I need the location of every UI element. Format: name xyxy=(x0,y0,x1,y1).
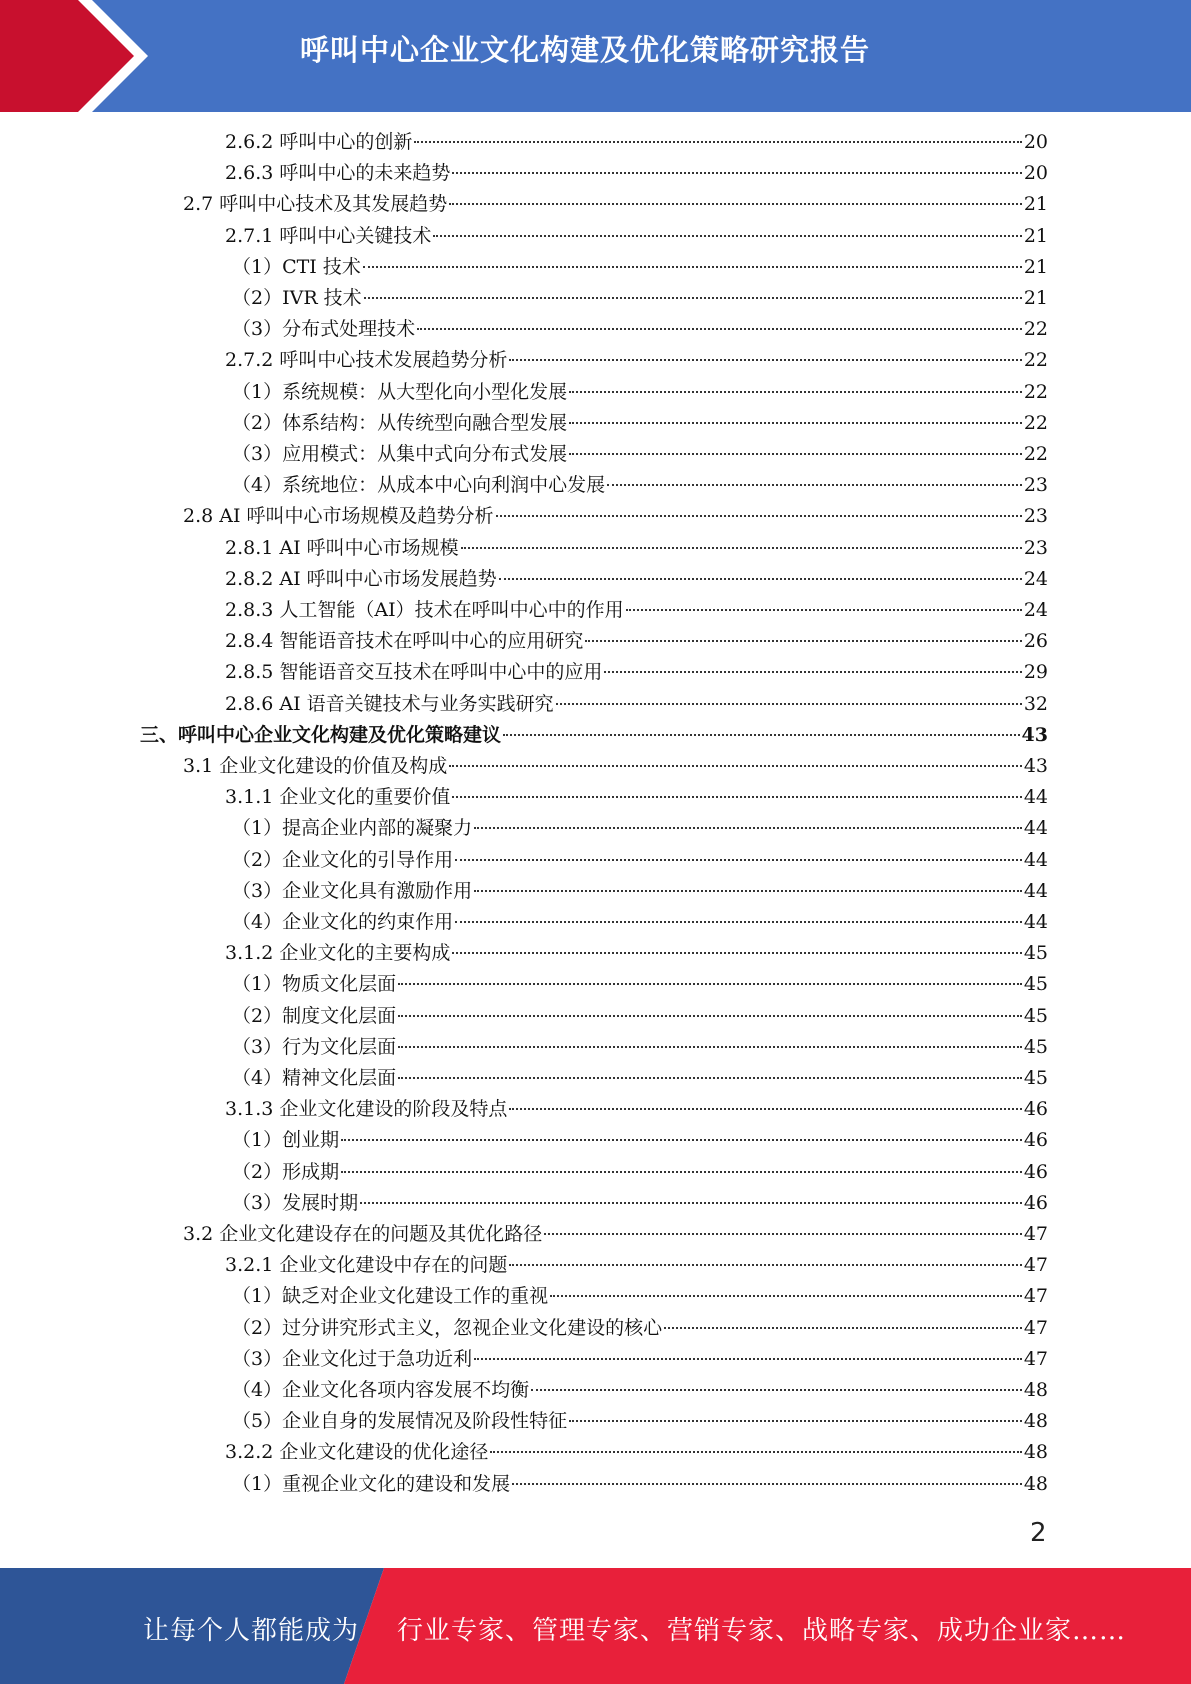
toc-entry-title: （3）分布式处理技术 xyxy=(232,318,416,340)
toc-dot-leader xyxy=(512,1483,1022,1485)
toc-entry-page: 23 xyxy=(1023,474,1048,496)
toc-entry-page: 44 xyxy=(1023,911,1048,933)
toc-entry-page: 45 xyxy=(1023,973,1048,995)
toc-entry-page: 32 xyxy=(1023,693,1048,715)
toc-dot-leader xyxy=(569,391,1022,393)
toc-entry[interactable] xyxy=(225,657,1048,688)
toc-entry-title: 3.1.1 企业文化的重要价值 xyxy=(225,786,451,808)
toc-entry-title: 3.1.2 企业文化的主要构成 xyxy=(225,942,451,964)
toc-dot-leader xyxy=(496,515,1022,517)
toc-dot-leader xyxy=(417,328,1022,330)
toc-entry-title: 2.6.3 呼叫中心的未来趋势 xyxy=(225,162,451,184)
toc-dot-leader xyxy=(398,1015,1022,1017)
toc-entry-page: 21 xyxy=(1023,225,1048,247)
toc-entry-page: 29 xyxy=(1023,661,1048,683)
toc-entry-page: 47 xyxy=(1023,1317,1048,1339)
toc-entry-page: 20 xyxy=(1023,131,1048,153)
toc-dot-leader xyxy=(585,640,1021,642)
toc-entry-page: 20 xyxy=(1023,162,1048,184)
toc-dot-leader xyxy=(604,671,1021,673)
toc-entry[interactable] xyxy=(232,470,1048,501)
toc-entry-title: （3）企业文化过于急功近利 xyxy=(232,1348,473,1370)
toc-dot-leader xyxy=(452,796,1021,798)
toc-dot-leader xyxy=(398,1077,1022,1079)
toc-entry-page: 22 xyxy=(1023,349,1048,371)
toc-entry[interactable] xyxy=(232,845,1048,876)
toc-entry[interactable] xyxy=(225,1437,1048,1468)
toc-entry-page: 48 xyxy=(1023,1410,1048,1432)
toc-dot-leader xyxy=(449,765,1022,767)
toc-entry-title: 3.1 企业文化建设的价值及构成 xyxy=(183,755,448,777)
report-title: 呼叫中心企业文化构建及优化策略研究报告 xyxy=(300,33,871,67)
toc-entry[interactable] xyxy=(232,1063,1048,1094)
toc-dot-leader xyxy=(433,235,1021,237)
toc-dot-leader xyxy=(414,141,1021,143)
toc-entry-page: 46 xyxy=(1023,1161,1048,1183)
toc-entry-page: 43 xyxy=(1023,755,1048,777)
toc-entry[interactable] xyxy=(232,907,1048,938)
toc-entry-page: 47 xyxy=(1023,1285,1048,1307)
toc-entry[interactable] xyxy=(225,221,1048,252)
toc-entry-title: 2.7 呼叫中心技术及其发展趋势 xyxy=(183,193,448,215)
toc-entry-page: 23 xyxy=(1023,505,1048,527)
toc-entry[interactable] xyxy=(232,1188,1048,1219)
toc-entry-page: 47 xyxy=(1023,1348,1048,1370)
toc-entry[interactable] xyxy=(232,314,1048,345)
toc-entry[interactable] xyxy=(232,252,1048,283)
toc-entry-page: 48 xyxy=(1023,1441,1048,1463)
toc-dot-leader xyxy=(531,1389,1022,1391)
toc-entry[interactable] xyxy=(225,626,1048,657)
toc-entry-page: 47 xyxy=(1023,1254,1048,1276)
toc-entry-title: 2.7.2 呼叫中心技术发展趋势分析 xyxy=(225,349,508,371)
toc-dot-leader xyxy=(474,1358,1022,1360)
toc-entry-title: （1）物质文化层面 xyxy=(232,973,397,995)
toc-dot-leader xyxy=(398,983,1022,985)
toc-dot-leader xyxy=(499,578,1022,580)
toc-dot-leader xyxy=(474,890,1022,892)
page-number: 2 xyxy=(1030,1518,1047,1548)
toc-dot-leader xyxy=(363,266,1022,268)
toc-entry[interactable] xyxy=(232,439,1048,470)
toc-dot-leader xyxy=(452,952,1021,954)
toc-entry-page: 21 xyxy=(1023,287,1048,309)
footer-slogan-right: 行业专家、管理专家、营销专家、战略专家、成功企业家…… xyxy=(397,1616,1127,1646)
toc-entry-title: 2.8 AI 呼叫中心市场规模及趋势分析 xyxy=(183,505,494,527)
toc-entry-page: 48 xyxy=(1023,1379,1048,1401)
toc-entry-title: （3）发展时期 xyxy=(232,1192,359,1214)
toc-dot-leader xyxy=(455,859,1022,861)
toc-entry[interactable] xyxy=(232,876,1048,907)
page-footer xyxy=(0,1568,1191,1684)
toc-entry[interactable] xyxy=(232,1344,1048,1375)
toc-entry-title: （2）体系结构：从传统型向融合型发展 xyxy=(232,412,568,434)
toc-dot-leader xyxy=(398,1046,1022,1048)
toc-entry-page: 24 xyxy=(1023,599,1048,621)
toc-entry[interactable] xyxy=(232,1313,1048,1344)
toc-entry-title: （2）形成期 xyxy=(232,1161,340,1183)
toc-entry[interactable] xyxy=(183,501,1048,532)
toc-entry-title: （2）制度文化层面 xyxy=(232,1005,397,1027)
toc-entry-title: （3）应用模式：从集中式向分布式发展 xyxy=(232,443,568,465)
toc-dot-leader xyxy=(461,547,1022,549)
toc-entry-title: 2.8.5 智能语音交互技术在呼叫中心中的应用 xyxy=(225,661,603,683)
toc-entry-page: 46 xyxy=(1023,1192,1048,1214)
toc-entry-title: 2.8.3 人工智能（AI）技术在呼叫中心中的作用 xyxy=(225,599,624,621)
toc-dot-leader xyxy=(569,453,1022,455)
toc-entry[interactable] xyxy=(232,1281,1048,1312)
toc-entry[interactable] xyxy=(183,751,1048,782)
toc-entry[interactable] xyxy=(183,189,1048,220)
toc-dot-leader xyxy=(360,1202,1022,1204)
toc-entry-title: （1）缺乏对企业文化建设工作的重视 xyxy=(232,1285,549,1307)
toc-entry-title: （4）企业文化的约束作用 xyxy=(232,911,454,933)
toc-entry-page: 47 xyxy=(1023,1223,1048,1245)
toc-entry-title: （1）系统规模：从大型化向小型化发展 xyxy=(232,381,568,403)
toc-dot-leader xyxy=(364,297,1022,299)
toc-entry-title: 2.7.1 呼叫中心关键技术 xyxy=(225,225,432,247)
toc-entry[interactable] xyxy=(183,1219,1048,1250)
page-header xyxy=(0,0,1191,112)
toc-entry[interactable] xyxy=(225,533,1048,564)
toc-entry-title: 3.2.1 企业文化建设中存在的问题 xyxy=(225,1254,508,1276)
toc-entry-title: （1）CTI 技术 xyxy=(232,256,361,278)
toc-dot-leader xyxy=(569,1420,1022,1422)
toc-entry-page: 22 xyxy=(1023,412,1048,434)
toc-entry-page: 26 xyxy=(1023,630,1048,652)
toc-entry[interactable] xyxy=(232,969,1048,1000)
toc-entry-title: （2）过分讲究形式主义，忽视企业文化建设的核心 xyxy=(232,1317,663,1339)
toc-dot-leader xyxy=(550,1295,1022,1297)
toc-entry-title: （3）企业文化具有激励作用 xyxy=(232,880,473,902)
toc-dot-leader xyxy=(455,921,1022,923)
toc-entry-title: （1）创业期 xyxy=(232,1129,340,1151)
toc-entry-title: 2.8.1 AI 呼叫中心市场规模 xyxy=(225,537,459,559)
toc-entry-title: 2.8.6 AI 语音关键技术与业务实践研究 xyxy=(225,693,554,715)
toc-entry[interactable] xyxy=(232,377,1048,408)
toc-entry-title: 3.2.2 企业文化建设的优化途径 xyxy=(225,1441,489,1463)
toc-entry-page: 44 xyxy=(1023,817,1048,839)
toc-entry[interactable] xyxy=(232,1125,1048,1156)
toc-entry-title: （4）系统地位：从成本中心向利润中心发展 xyxy=(232,474,606,496)
toc-entry-title: （2）企业文化的引导作用 xyxy=(232,849,454,871)
toc-entry[interactable] xyxy=(232,1001,1048,1032)
toc-entry[interactable] xyxy=(225,1250,1048,1281)
toc-entry-page: 22 xyxy=(1023,443,1048,465)
toc-entry-page: 45 xyxy=(1023,942,1048,964)
toc-entry-title: （4）精神文化层面 xyxy=(232,1067,397,1089)
toc-entry-page: 44 xyxy=(1023,880,1048,902)
toc-entry-title: 2.8.2 AI 呼叫中心市场发展趋势 xyxy=(225,568,497,590)
toc-entry-title: （1）提高企业内部的凝聚力 xyxy=(232,817,473,839)
toc-entry[interactable] xyxy=(225,345,1048,376)
toc-dot-leader xyxy=(452,172,1021,174)
toc-dot-leader xyxy=(490,1451,1021,1453)
toc-dot-leader xyxy=(503,734,1020,736)
toc-entry[interactable] xyxy=(225,595,1048,626)
toc-entry[interactable] xyxy=(232,1375,1048,1406)
toc-dot-leader xyxy=(626,609,1022,611)
toc-entry-page: 44 xyxy=(1023,849,1048,871)
toc-entry-title: 三、呼叫中心企业文化构建及优化策略建议 xyxy=(140,724,502,746)
toc-dot-leader xyxy=(664,1327,1022,1329)
toc-entry[interactable] xyxy=(225,689,1048,720)
toc-entry-page: 21 xyxy=(1023,193,1048,215)
toc-entry-page: 21 xyxy=(1023,256,1048,278)
toc-entry[interactable] xyxy=(225,158,1048,189)
toc-entry-title: 2.6.2 呼叫中心的创新 xyxy=(225,131,413,153)
toc-entry[interactable] xyxy=(232,408,1048,439)
toc-entry-page: 48 xyxy=(1023,1473,1048,1495)
toc-entry-page: 24 xyxy=(1023,568,1048,590)
toc-entry[interactable] xyxy=(225,938,1048,969)
toc-entry[interactable] xyxy=(232,1406,1048,1437)
toc-dot-leader xyxy=(509,1108,1021,1110)
toc-entry-page: 22 xyxy=(1023,381,1048,403)
toc-entry-page: 46 xyxy=(1023,1098,1048,1120)
toc-entry-title: 3.1.3 企业文化建设的阶段及特点 xyxy=(225,1098,508,1120)
toc-entry[interactable] xyxy=(225,1094,1048,1125)
toc-entry[interactable] xyxy=(232,1032,1048,1063)
toc-entry-page: 46 xyxy=(1023,1129,1048,1151)
toc-entry[interactable] xyxy=(232,813,1048,844)
footer-slogan-left: 让每个人都能成为 xyxy=(143,1616,360,1646)
toc-entry-page: 43 xyxy=(1021,724,1048,746)
toc-entry-page: 45 xyxy=(1023,1036,1048,1058)
toc-dot-leader xyxy=(509,359,1021,361)
toc-entry[interactable] xyxy=(140,720,1048,751)
toc-entry-title: （2）IVR 技术 xyxy=(232,287,362,309)
toc-entry-title: （1）重视企业文化的建设和发展 xyxy=(232,1473,511,1495)
toc-entry-page: 44 xyxy=(1023,786,1048,808)
toc-dot-leader xyxy=(474,827,1022,829)
toc-dot-leader xyxy=(341,1171,1022,1173)
toc-dot-leader xyxy=(544,1233,1022,1235)
toc-entry[interactable] xyxy=(225,782,1048,813)
toc-entry-title: （5）企业自身的发展情况及阶段性特征 xyxy=(232,1410,568,1432)
toc-entry-page: 45 xyxy=(1023,1005,1048,1027)
toc-entry-title: （3）行为文化层面 xyxy=(232,1036,397,1058)
toc-entry[interactable] xyxy=(232,1469,1048,1500)
toc-entry-page: 23 xyxy=(1023,537,1048,559)
toc-entry-title: 3.2 企业文化建设存在的问题及其优化路径 xyxy=(183,1223,543,1245)
toc-dot-leader xyxy=(341,1139,1022,1141)
toc-entry-title: 2.8.4 智能语音技术在呼叫中心的应用研究 xyxy=(225,630,584,652)
toc-entry[interactable] xyxy=(232,1157,1048,1188)
toc-dot-leader xyxy=(607,484,1022,486)
toc-entry-title: （4）企业文化各项内容发展不均衡 xyxy=(232,1379,530,1401)
toc-entry-page: 22 xyxy=(1023,318,1048,340)
toc-dot-leader xyxy=(509,1264,1021,1266)
toc-dot-leader xyxy=(556,703,1022,705)
toc-entry[interactable] xyxy=(232,283,1048,314)
toc-entry-page: 45 xyxy=(1023,1067,1048,1089)
toc-entry[interactable] xyxy=(225,564,1048,595)
toc-entry[interactable] xyxy=(225,127,1048,158)
toc-dot-leader xyxy=(569,422,1022,424)
toc-dot-leader xyxy=(449,203,1022,205)
